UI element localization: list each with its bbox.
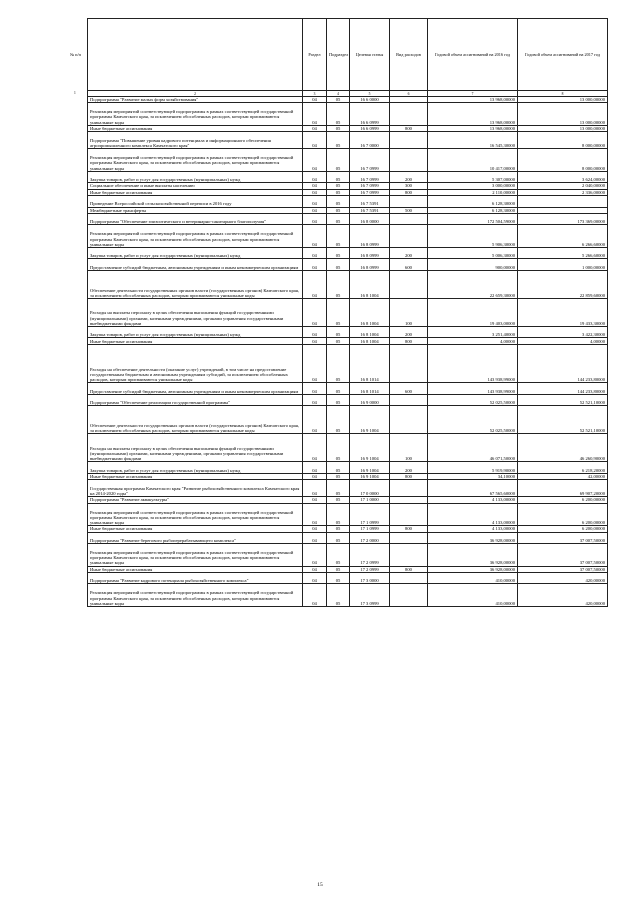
row-volume-2017: 3 422,30000 <box>518 326 608 338</box>
row-volume-2016: 46 071,50000 <box>428 434 518 462</box>
row-name: Обеспечение деятельности государственных органов власти (государственных органов) Камчатского края, за исключением обособленных расходов, которым присваиваются уникальные коды <box>88 270 303 298</box>
row-volume-2017: 2 336,00000 <box>518 189 608 195</box>
row-target-article: 17 1 0999 <box>350 503 390 526</box>
row-expense-type: 800 <box>390 526 428 532</box>
row-volume-2017: 19 433,30000 <box>518 298 608 326</box>
row-name: Реализация мероприятий соответствующей подпрограммы в рамках соответствующей государственной программы Камчатского края, за исключением обособленных расходов, которым присваиваются уникальные коды <box>88 149 303 172</box>
row-podrazdel: 05 <box>327 344 350 383</box>
row-podrazdel: 05 <box>327 298 350 326</box>
row-name: Иные бюджетные ассигнования <box>88 125 303 131</box>
row-razdel: 04 <box>303 383 327 395</box>
table-row <box>88 259 608 271</box>
row-volume-2017: 8 000,00000 <box>518 149 608 172</box>
row-name: Обеспечение деятельности государственных органов власти (государственных органов) Камчатского края, за исключением обособленных расходов, которым присваиваются уникальные коды <box>88 406 303 434</box>
row-volume-2016: 36 928,00000 <box>428 544 518 567</box>
row-expense-type <box>390 196 428 208</box>
header-target-article: Целевая статья <box>350 19 390 91</box>
row-name: Предоставление субсидий бюджетным, автономным учреждениям и иным некоммерческим организациям <box>88 259 303 271</box>
row-target-article: 17 1 0999 <box>350 526 390 532</box>
row-podrazdel: 05 <box>327 434 350 462</box>
row-volume-2016: 172 504,59000 <box>428 213 518 225</box>
row-name: Иные бюджетные ассигнования <box>88 526 303 532</box>
row-target-article: 16 7 5391 <box>350 207 390 213</box>
row-expense-type: 500 <box>390 207 428 213</box>
table-row <box>88 132 608 149</box>
row-volume-2016: 52 025,50000 <box>428 406 518 434</box>
row-name: Расходы на выплаты персоналу в целях обеспечения выполнения функций государственными (муниципальными) органами, казенными учреждениями, органами управления государственными внебюджетными фондами <box>88 298 303 326</box>
row-podrazdel: 05 <box>327 196 350 208</box>
row-volume-2016: 5 919,90000 <box>428 462 518 474</box>
row-razdel: 04 <box>303 298 327 326</box>
row-expense-type <box>390 572 428 584</box>
table-row <box>88 298 608 326</box>
row-volume-2016: 410,00000 <box>428 572 518 584</box>
row-volume-2016: 143 938,99000 <box>428 344 518 383</box>
row-name: Закупка товаров, работ и услуг для государственных (муниципальных) нужд <box>88 171 303 183</box>
row-podrazdel: 05 <box>327 383 350 395</box>
row-target-article: 17 0 0000 <box>350 480 390 497</box>
row-target-article: 17 3 0999 <box>350 584 390 607</box>
row-name: Подпрограмма "Повышение уровня кадрового потенциала и информационного обеспечения агропромышленного комплекса Камчатского края" <box>88 132 303 149</box>
row-volume-2016: 36 928,00000 <box>428 566 518 572</box>
row-volume-2016: 3 251,40000 <box>428 326 518 338</box>
row-name: Реализация мероприятий соответствующей подпрограммы в рамках соответствующей государственной программы Камчатского края, за исключением обособленных расходов, которым присваиваются уникальные коды <box>88 225 303 248</box>
table-row <box>88 103 608 126</box>
row-target-article: 17 3 0000 <box>350 572 390 584</box>
row-expense-type: 800 <box>390 473 428 479</box>
row-expense-type <box>390 213 428 225</box>
row-target-article: 16 8 0999 <box>350 225 390 248</box>
row-volume-2016: 19 403,00000 <box>428 298 518 326</box>
row-expense-type: 100 <box>390 434 428 462</box>
row-expense-type: 800 <box>390 338 428 344</box>
row-razdel: 04 <box>303 149 327 172</box>
row-volume-2017: 1 000,00000 <box>518 259 608 271</box>
row-volume-2017: 13 000,00000 <box>518 97 608 103</box>
table-row <box>88 213 608 225</box>
row-volume-2016: 2 110,00000 <box>428 189 518 195</box>
row-razdel: 04 <box>303 247 327 259</box>
row-name: Предоставление субсидий бюджетным, автономным учреждениям и иным некоммерческим организациям <box>88 383 303 395</box>
row-volume-2016: 4 133,00000 <box>428 503 518 526</box>
row-name: Социальное обеспечение и иные выплаты населению <box>88 183 303 189</box>
row-volume-2017: 13 000,00000 <box>518 125 608 131</box>
row-razdel: 04 <box>303 503 327 526</box>
row-expense-type <box>390 103 428 126</box>
table-row <box>88 394 608 406</box>
row-target-article: 16 9 0000 <box>350 394 390 406</box>
row-volume-2017: 46 260,90000 <box>518 434 608 462</box>
row-razdel: 04 <box>303 196 327 208</box>
row-razdel: 04 <box>303 532 327 544</box>
row-name: Реализация мероприятий соответствующей подпрограммы в рамках соответствующей государственной программы Камчатского края, за исключением обособленных расходов, которым присваиваются уникальные коды <box>88 544 303 567</box>
row-razdel: 04 <box>303 213 327 225</box>
row-target-article: 16 7 5391 <box>350 196 390 208</box>
table-body <box>88 97 608 607</box>
row-target-article: 16 7 0999 <box>350 189 390 195</box>
row-podrazdel: 05 <box>327 103 350 126</box>
row-volume-2017: 6 200,00000 <box>518 526 608 532</box>
row-podrazdel: 05 <box>327 544 350 567</box>
row-podrazdel: 05 <box>327 473 350 479</box>
header-num-label: № п/п <box>70 52 81 57</box>
row-razdel: 04 <box>303 171 327 183</box>
row-volume-2017: 37 007,50000 <box>518 566 608 572</box>
row-volume-2017: 37 007,50000 <box>518 532 608 544</box>
row-volume-2016: 4 133,00000 <box>428 497 518 503</box>
row-target-article: 16 8 1014 <box>350 344 390 383</box>
row-name: Государственная программа Камчатского края "Развитие рыбохозяйственного комплекса Камчатского края на 2014-2020 годы" <box>88 480 303 497</box>
row-podrazdel: 05 <box>327 97 350 103</box>
table-row <box>88 383 608 395</box>
row-expense-type <box>390 344 428 383</box>
row-target-article: 17 2 0999 <box>350 544 390 567</box>
row-name: Реализация мероприятий соответствующей подпрограммы в рамках соответствующей государственной программы Камчатского края, за исключением обособленных расходов, которым присваиваются уникальные коды <box>88 103 303 126</box>
row-volume-2017: 8 000,00000 <box>518 132 608 149</box>
row-target-article: 16 6 0999 <box>350 103 390 126</box>
header-podrazdel: Подраздел <box>327 19 350 91</box>
row-podrazdel: 05 <box>327 171 350 183</box>
row-volume-2017: 144 233,80000 <box>518 344 608 383</box>
row-razdel: 04 <box>303 259 327 271</box>
row-target-article: 16 8 1014 <box>350 383 390 395</box>
row-razdel: 04 <box>303 497 327 503</box>
row-podrazdel: 05 <box>327 189 350 195</box>
row-expense-type: 600 <box>390 259 428 271</box>
row-volume-2017: 69 907,20000 <box>518 480 608 497</box>
row-target-article: 16 8 1004 <box>350 338 390 344</box>
table-row <box>88 544 608 567</box>
row-target-article: 16 8 0999 <box>350 247 390 259</box>
table-row <box>88 532 608 544</box>
row-podrazdel: 05 <box>327 497 350 503</box>
table-row <box>88 503 608 526</box>
row-razdel: 04 <box>303 326 327 338</box>
row-volume-2017: 52 521,10000 <box>518 406 608 434</box>
row-target-article: 16 8 0000 <box>350 213 390 225</box>
row-expense-type: 100 <box>390 298 428 326</box>
column-number-5: 5 <box>350 91 390 97</box>
header-name <box>70 19 303 91</box>
row-name: Подпрограмма "Развитие берегового рыбоперерабатывающего комплекса" <box>88 532 303 544</box>
row-volume-2017: 22 859,60000 <box>518 270 608 298</box>
row-razdel: 04 <box>303 125 327 131</box>
row-volume-2017: 144 233,80000 <box>518 383 608 395</box>
row-podrazdel: 05 <box>327 503 350 526</box>
row-podrazdel: 05 <box>327 183 350 189</box>
row-razdel: 04 <box>303 132 327 149</box>
row-expense-type <box>390 532 428 544</box>
row-volume-2016: 410,00000 <box>428 584 518 607</box>
row-target-article: 16 9 1004 <box>350 473 390 479</box>
row-volume-2016: 5 906,30000 <box>428 225 518 248</box>
row-expense-type: 200 <box>390 247 428 259</box>
row-volume-2016: 5 006,30000 <box>428 247 518 259</box>
row-volume-2017: 37 007,50000 <box>518 544 608 567</box>
row-podrazdel: 05 <box>327 584 350 607</box>
row-expense-type: 200 <box>390 326 428 338</box>
row-volume-2017: 173 369,00000 <box>518 213 608 225</box>
row-volume-2017: 6 266,60000 <box>518 225 608 248</box>
row-razdel: 04 <box>303 338 327 344</box>
row-volume-2016: 52 025,50000 <box>428 394 518 406</box>
table-row <box>88 270 608 298</box>
column-number-3: 3 <box>303 91 327 97</box>
row-volume-2016: 16 545,30000 <box>428 132 518 149</box>
row-target-article: 16 7 0000 <box>350 132 390 149</box>
budget-table <box>70 18 608 607</box>
row-expense-type <box>390 503 428 526</box>
budget-document-page <box>70 18 607 607</box>
row-volume-2017: 13 000,00000 <box>518 103 608 126</box>
column-number-2: 1 2 <box>88 91 303 97</box>
row-target-article: 16 8 1004 <box>350 326 390 338</box>
row-name: Иные бюджетные ассигнования <box>88 189 303 195</box>
header-expense-type: Вид расходов <box>390 19 428 91</box>
row-razdel: 04 <box>303 225 327 248</box>
table-row <box>88 406 608 434</box>
row-podrazdel: 05 <box>327 406 350 434</box>
row-target-article: 16 9 1004 <box>350 434 390 462</box>
row-razdel: 04 <box>303 103 327 126</box>
row-name: Проведение Всероссийской сельскохозяйственной переписи в 2016 году <box>88 196 303 208</box>
row-target-article: 16 8 1004 <box>350 298 390 326</box>
table-row <box>88 462 608 474</box>
row-expense-type <box>390 149 428 172</box>
row-target-article: 16 6 0000 <box>350 97 390 103</box>
row-volume-2017: 4,00000 <box>518 338 608 344</box>
row-podrazdel: 05 <box>327 526 350 532</box>
row-volume-2016: 6 128,30000 <box>428 196 518 208</box>
row-volume-2017: 2 040,00000 <box>518 183 608 189</box>
row-expense-type <box>390 132 428 149</box>
table-header-row <box>88 19 608 91</box>
table-row <box>88 572 608 584</box>
table-row <box>88 326 608 338</box>
row-podrazdel: 05 <box>327 394 350 406</box>
column-number-1: 1 <box>74 91 76 95</box>
table-row <box>88 225 608 248</box>
row-podrazdel: 05 <box>327 572 350 584</box>
row-expense-type <box>390 225 428 248</box>
row-target-article: 16 7 0999 <box>350 171 390 183</box>
column-number-8: 8 <box>518 91 608 97</box>
row-name: Закупка товаров, работ и услуг для государственных (муниципальных) нужд <box>88 247 303 259</box>
row-volume-2017: 5 266,60000 <box>518 247 608 259</box>
row-expense-type <box>390 270 428 298</box>
row-volume-2016: 6 128,30000 <box>428 207 518 213</box>
header-volume-2016: Годовой объем ассигнований на 2016 год <box>428 19 518 91</box>
column-number-4: 4 <box>327 91 350 97</box>
row-volume-2016: 10 417,00000 <box>428 149 518 172</box>
row-volume-2017: 52 521,10000 <box>518 394 608 406</box>
row-name: Подпрограмма "Развитие аквакультуры" <box>88 497 303 503</box>
row-podrazdel: 05 <box>327 532 350 544</box>
row-name: Реализация мероприятий соответствующей подпрограммы в рамках соответствующей государственной программы Камчатского края, за исключением обособленных расходов, которым присваиваются уникальные коды <box>88 503 303 526</box>
table-row <box>88 149 608 172</box>
row-name: Расходы на обеспечение деятельности (оказание услуг) учреждений, в том числе на предоставление государственным бюджетным и автономным учреждениям субсидий, за исключением обособленных расходов, которым присваиваются уникальные коды <box>88 344 303 383</box>
row-name: Подпрограмма "Обеспечение эпизоотического и ветеринарно-санитарного благополучия" <box>88 213 303 225</box>
row-volume-2016: 13 968,00000 <box>428 125 518 131</box>
row-name: Закупка товаров, работ и услуг для государственных (муниципальных) нужд <box>88 462 303 474</box>
column-number-6: 6 <box>390 91 428 97</box>
row-expense-type: 800 <box>390 189 428 195</box>
row-expense-type: 800 <box>390 566 428 572</box>
row-target-article: 17 1 0000 <box>350 497 390 503</box>
row-volume-2016: 143 938,99000 <box>428 383 518 395</box>
row-podrazdel: 05 <box>327 125 350 131</box>
header-volume-2017: Годовой объем ассигнований на 2017 год <box>518 19 608 91</box>
row-target-article: 17 2 0999 <box>350 566 390 572</box>
row-podrazdel: 05 <box>327 480 350 497</box>
row-volume-2017: 6 200,00000 <box>518 497 608 503</box>
row-razdel: 04 <box>303 480 327 497</box>
row-razdel: 04 <box>303 544 327 567</box>
row-volume-2016: 4,00000 <box>428 338 518 344</box>
row-expense-type: 800 <box>390 125 428 131</box>
row-podrazdel: 05 <box>327 338 350 344</box>
row-volume-2017 <box>518 196 608 208</box>
row-podrazdel: 05 <box>327 259 350 271</box>
row-expense-type <box>390 544 428 567</box>
row-volume-2016: 5 307,00000 <box>428 171 518 183</box>
row-podrazdel: 05 <box>327 225 350 248</box>
row-expense-type <box>390 406 428 434</box>
row-name: Межбюджетные трансферты <box>88 207 303 213</box>
row-target-article: 16 9 1004 <box>350 462 390 474</box>
row-volume-2016: 34,10000 <box>428 473 518 479</box>
row-volume-2016: 36 928,00000 <box>428 532 518 544</box>
row-razdel: 04 <box>303 566 327 572</box>
row-target-article: 16 7 0999 <box>350 149 390 172</box>
row-name: Расходы на выплаты персоналу в целях обеспечения выполнения функций государственными (муниципальными) органами, казенными учреждениями, органами управления государственными внебюджетными фондами <box>88 434 303 462</box>
row-volume-2016: 4 133,00000 <box>428 526 518 532</box>
row-razdel: 04 <box>303 406 327 434</box>
row-name: Закупка товаров, работ и услуг для государственных (муниципальных) нужд <box>88 326 303 338</box>
row-razdel: 04 <box>303 97 327 103</box>
page-number: 15 <box>317 882 323 888</box>
row-name: Иные бюджетные ассигнования <box>88 566 303 572</box>
row-podrazdel: 05 <box>327 132 350 149</box>
row-podrazdel: 05 <box>327 462 350 474</box>
row-podrazdel: 05 <box>327 566 350 572</box>
row-razdel: 04 <box>303 189 327 195</box>
row-volume-2016: 13 968,00000 <box>428 97 518 103</box>
row-podrazdel: 05 <box>327 149 350 172</box>
row-razdel: 04 <box>303 462 327 474</box>
row-volume-2016: 67 565,60000 <box>428 480 518 497</box>
row-volume-2016: 900,00000 <box>428 259 518 271</box>
row-volume-2017: 420,00000 <box>518 584 608 607</box>
table-row <box>88 247 608 259</box>
row-name: Реализация мероприятий соответствующей подпрограммы в рамках соответствующей государственной программы Камчатского края, за исключением обособленных расходов, которым присваиваются уникальные коды <box>88 584 303 607</box>
row-expense-type <box>390 584 428 607</box>
row-razdel: 04 <box>303 434 327 462</box>
row-podrazdel: 05 <box>327 270 350 298</box>
row-target-article: 16 8 0999 <box>350 259 390 271</box>
table-row <box>88 344 608 383</box>
table-row <box>88 480 608 497</box>
row-volume-2016: 13 968,00000 <box>428 103 518 126</box>
row-target-article: 16 6 0999 <box>350 125 390 131</box>
row-target-article: 16 9 1004 <box>350 406 390 434</box>
row-target-article: 16 7 0999 <box>350 183 390 189</box>
row-volume-2017: 3 624,00000 <box>518 171 608 183</box>
table-row <box>88 584 608 607</box>
row-razdel: 04 <box>303 572 327 584</box>
row-expense-type: 200 <box>390 462 428 474</box>
row-volume-2017: 420,00000 <box>518 572 608 584</box>
row-razdel: 04 <box>303 526 327 532</box>
row-razdel: 04 <box>303 207 327 213</box>
row-expense-type: 600 <box>390 383 428 395</box>
table-row <box>88 434 608 462</box>
row-expense-type: 300 <box>390 183 428 189</box>
row-volume-2016: 22 659,30000 <box>428 270 518 298</box>
row-expense-type <box>390 480 428 497</box>
row-expense-type <box>390 394 428 406</box>
row-volume-2017: 6 200,00000 <box>518 503 608 526</box>
row-target-article: 17 2 0000 <box>350 532 390 544</box>
row-podrazdel: 05 <box>327 247 350 259</box>
row-podrazdel: 05 <box>327 207 350 213</box>
header-razdel: Раздел <box>303 19 327 91</box>
row-razdel: 04 <box>303 183 327 189</box>
row-volume-2017: 42,00000 <box>518 473 608 479</box>
row-name: Подпрограмма "Развитие малых форм хозяйствования" <box>88 97 303 103</box>
row-target-article: 16 8 1004 <box>350 270 390 298</box>
table-row <box>88 196 608 208</box>
row-razdel: 04 <box>303 270 327 298</box>
row-razdel: 04 <box>303 584 327 607</box>
row-volume-2016: 3 000,00000 <box>428 183 518 189</box>
column-number-7: 7 <box>428 91 518 97</box>
row-razdel: 04 <box>303 344 327 383</box>
row-name: Иные бюджетные ассигнования <box>88 338 303 344</box>
row-razdel: 04 <box>303 473 327 479</box>
row-podrazdel: 05 <box>327 326 350 338</box>
table-row <box>88 171 608 183</box>
row-name: Иные бюджетные ассигнования <box>88 473 303 479</box>
row-razdel: 04 <box>303 394 327 406</box>
row-podrazdel: 05 <box>327 213 350 225</box>
row-volume-2017: 6 218,20000 <box>518 462 608 474</box>
row-name: Подпрограмма "Обеспечение реализации государственной программы" <box>88 394 303 406</box>
row-name: Подпрограмма "Развитие кадрового потенциала рыбохозяйственного комплекса" <box>88 572 303 584</box>
row-expense-type: 200 <box>390 171 428 183</box>
